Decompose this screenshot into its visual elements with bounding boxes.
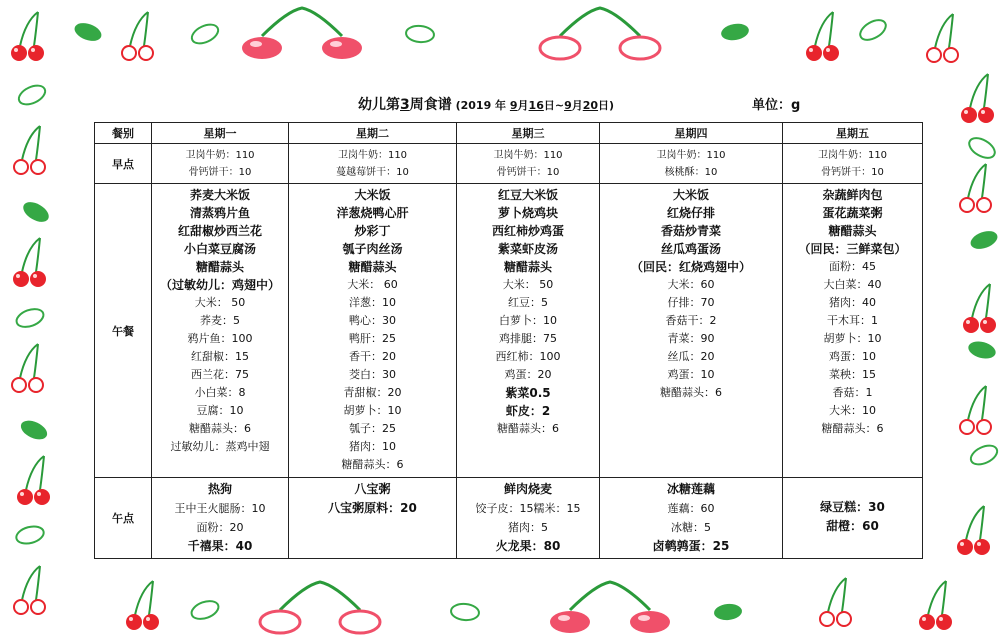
ingredient-item: 大米：60 xyxy=(667,278,715,291)
snack-item: 饺子皮：15糯米：15 xyxy=(475,502,581,515)
lunch-thursday xyxy=(600,184,783,478)
title-month-end-label: 月 xyxy=(571,99,583,112)
dish-name: 红烧仔排 xyxy=(666,206,715,220)
ingredient-item: 豆腐：10 xyxy=(196,404,244,417)
dish-name: 萝卜烧鸡块 xyxy=(497,206,558,220)
title-day-start: 16 xyxy=(528,99,544,112)
snack-label: 午点 xyxy=(95,478,152,559)
snack-item: 冰糖：5 xyxy=(671,521,711,534)
ingredient-item: 干木耳：1 xyxy=(827,314,878,327)
leaf-icon xyxy=(189,598,221,623)
dish-name: 荞麦大米饭 xyxy=(189,188,250,202)
menu-item: 卫岗牛奶：110 xyxy=(656,150,726,161)
ingredient-item: 虾皮：2 xyxy=(505,404,551,418)
menu-item: 骨钙饼干：10 xyxy=(496,167,560,178)
menu-item: 卫岗牛奶：110 xyxy=(493,150,563,161)
ingredient-item: 胡萝卜：10 xyxy=(823,332,882,345)
dish-name: 丝瓜鸡蛋汤 xyxy=(660,242,721,256)
breakfast-friday xyxy=(783,144,923,184)
breakfast-monday xyxy=(152,144,289,184)
cherry-icon xyxy=(806,12,839,61)
leaf-icon xyxy=(16,82,48,108)
dish-name: 紫菜虾皮汤 xyxy=(497,242,558,256)
ingredient-item: 茭白：30 xyxy=(349,368,396,381)
title-date-open: (2019 年 xyxy=(451,99,510,112)
leaf-icon xyxy=(72,20,104,45)
header-friday: 星期五 xyxy=(783,123,923,144)
ingredient-item: 西红柿：100 xyxy=(495,350,561,363)
menu-item: 卫岗牛奶：110 xyxy=(817,150,888,161)
ingredient-item: 鸭心：30 xyxy=(349,314,396,327)
dish-name: 糖醋蒜头 xyxy=(348,260,397,274)
dish-name: 糖醋蒜头 xyxy=(503,260,552,274)
lunch-list xyxy=(600,184,782,402)
snack-fruit: 火龙果：80 xyxy=(495,539,561,553)
ingredient-item: 大米： 60 xyxy=(347,278,398,291)
snack-friday xyxy=(783,478,923,559)
dish-name: 瓠子肉丝汤 xyxy=(342,242,403,256)
title-prefix: 幼儿第 xyxy=(358,97,400,113)
cherry-icon xyxy=(11,12,44,61)
ingredient-item: 白萝卜：10 xyxy=(499,314,557,327)
breakfast-thursday xyxy=(600,144,783,184)
ingredient-item: 鸡蛋：10 xyxy=(829,350,876,363)
dish-name: 大米饭 xyxy=(672,188,709,202)
ingredient-item: 菜秧：15 xyxy=(829,368,876,381)
ingredient-item: 大米： 50 xyxy=(502,278,554,291)
snack-item: 绿豆糕：30 xyxy=(820,500,885,514)
cherry-icon xyxy=(12,344,43,392)
ingredient-item: 糖醋蒜头：6 xyxy=(189,422,251,435)
dish-name: （回民：三鲜菜包） xyxy=(798,242,907,256)
cherry-icon xyxy=(961,74,994,123)
title-day-start-label: 日~ xyxy=(543,99,565,112)
menu-item: 蔓越莓饼干：10 xyxy=(336,167,409,178)
lunch-list xyxy=(783,184,922,438)
ingredient-item: 瓠子：25 xyxy=(349,422,396,435)
cherry-icon xyxy=(17,456,50,505)
cherry-icon xyxy=(820,578,851,626)
header-monday: 星期一 xyxy=(152,123,289,144)
snack-item: 王中王火腿肠：10 xyxy=(174,502,266,515)
title-suffix: 周食谱 xyxy=(409,97,452,113)
ingredient-item: 大米：10 xyxy=(829,404,876,417)
breakfast-row xyxy=(95,144,923,184)
leaf-icon xyxy=(405,25,434,43)
ingredient-item: 大米： 50 xyxy=(194,296,246,309)
lunch-friday xyxy=(783,184,923,478)
title-month-start-label: 月 xyxy=(517,99,529,112)
leaf-icon xyxy=(966,339,997,362)
ingredient-item: 红豆：5 xyxy=(508,296,548,309)
cherry-icon xyxy=(14,126,45,174)
title-week: 3 xyxy=(400,97,410,113)
leaf-icon xyxy=(14,524,45,547)
title-day-end: 20 xyxy=(582,99,599,112)
snack-fruit: 千禧果：40 xyxy=(187,539,253,553)
lunch-tuesday xyxy=(289,184,457,478)
ingredient-item: 鸡蛋：10 xyxy=(667,368,715,381)
header-tuesday: 星期二 xyxy=(289,123,457,144)
leaf-icon xyxy=(20,198,52,226)
cherry-icon xyxy=(242,8,362,59)
menu-item: 卫岗牛奶：110 xyxy=(185,150,255,161)
ingredient-item: 糖醋蒜头：6 xyxy=(821,422,884,435)
menu-item: 骨钙饼干：10 xyxy=(821,167,884,178)
snack-fruit: 卤鹌鹑蛋：25 xyxy=(652,539,730,553)
page-title xyxy=(358,94,614,114)
lunch-label: 午餐 xyxy=(95,184,152,478)
ingredient-item: 猪肉：10 xyxy=(349,440,396,453)
lunch-list xyxy=(289,184,456,474)
menu-item: 卫岗牛奶：110 xyxy=(337,150,408,161)
ingredient-item: 鸭肝：25 xyxy=(349,332,396,345)
dish-name: 杂蔬鲜肉包 xyxy=(822,188,883,202)
ingredient-item: 红甜椒：15 xyxy=(191,350,249,363)
ingredient-item: 面粉：45 xyxy=(829,260,876,273)
ingredient-item: 大白菜：40 xyxy=(823,278,882,291)
ingredient-item: 糖醋蒜头：6 xyxy=(341,458,404,471)
ingredient-item: 紫菜0.5 xyxy=(505,386,551,400)
cherry-icon xyxy=(550,582,670,633)
cherry-icon xyxy=(540,8,660,59)
snack-name: 鲜肉烧麦 xyxy=(503,482,552,496)
snack-wednesday xyxy=(457,478,600,559)
menu-item: 骨钙饼干：10 xyxy=(188,167,252,178)
snack-list xyxy=(457,478,599,556)
cherry-icon xyxy=(13,238,46,287)
ingredient-item: 糖醋蒜头：6 xyxy=(660,386,722,399)
cherry-icon xyxy=(927,14,958,62)
snack-name: 冰糖莲藕 xyxy=(666,482,715,496)
dish-name: 糖醋蒜头 xyxy=(195,260,244,274)
dish-name: 洋葱烧鸭心肝 xyxy=(336,206,409,220)
ingredient-item: 小白菜：8 xyxy=(194,386,246,399)
leaf-icon xyxy=(450,603,479,621)
leaf-icon xyxy=(713,603,742,621)
unit-label: 单位：g xyxy=(752,98,801,113)
snack-row xyxy=(95,478,923,559)
title-month-end: 9 xyxy=(564,99,572,112)
snack-item: 猪肉：5 xyxy=(508,521,548,534)
cherry-icon xyxy=(122,12,153,60)
breakfast-wednesday xyxy=(457,144,600,184)
snack-name: 热狗 xyxy=(207,482,232,496)
breakfast-label: 早点 xyxy=(95,144,152,184)
snack-monday xyxy=(152,478,289,559)
dish-name: 大米饭 xyxy=(354,188,391,202)
ingredient-item: 仔排：70 xyxy=(667,296,715,309)
ingredient-item: 丝瓜：20 xyxy=(667,350,715,363)
ingredient-item: 洋葱：10 xyxy=(349,296,396,309)
lunch-row xyxy=(95,184,923,478)
cherry-icon xyxy=(963,284,996,333)
leaf-icon xyxy=(968,442,1000,468)
lunch-wednesday xyxy=(457,184,600,478)
cherry-icon xyxy=(126,581,159,630)
title-row xyxy=(358,94,918,116)
lunch-list xyxy=(152,184,288,456)
ingredient-item: 胡萝卜：10 xyxy=(343,404,402,417)
dish-name: 小白菜豆腐汤 xyxy=(183,242,256,256)
dish-name: 清蒸鸦片鱼 xyxy=(189,206,250,220)
ingredient-item: 鸦片鱼：100 xyxy=(187,332,253,345)
dish-name: 西红柿炒鸡蛋 xyxy=(491,224,564,238)
leaf-icon xyxy=(966,134,998,162)
title-month-start: 9 xyxy=(509,99,518,112)
snack-list xyxy=(600,478,782,556)
ingredient-item: 猪肉：40 xyxy=(829,296,876,309)
ingredient-item: 香菇干：2 xyxy=(665,314,717,327)
dish-name: 糖醋蒜头 xyxy=(828,224,877,238)
leaf-icon xyxy=(720,22,750,43)
dish-name: 红豆大米饭 xyxy=(497,188,558,202)
snack-list xyxy=(289,478,456,518)
leaf-icon xyxy=(18,417,50,443)
header-row xyxy=(95,123,923,144)
weekly-menu-table xyxy=(94,122,923,559)
dish-name: 蛋花蔬菜粥 xyxy=(822,206,883,220)
ingredient-item: 香干：20 xyxy=(349,350,396,363)
leaf-icon xyxy=(968,228,1000,253)
cherry-icon xyxy=(919,581,952,630)
dish-name: （回民：红烧鸡翅中） xyxy=(630,260,751,274)
title-day-end-label: 日) xyxy=(598,99,615,112)
snack-list xyxy=(783,478,922,536)
cherry-icon xyxy=(960,164,991,212)
ingredient-item: 过敏幼儿：蒸鸡中翅 xyxy=(170,440,270,453)
breakfast-tuesday xyxy=(289,144,457,184)
cherry-icon xyxy=(260,582,380,633)
snack-item: 面粉：20 xyxy=(196,521,244,534)
cherry-icon xyxy=(14,566,45,614)
snack-list xyxy=(152,478,288,556)
dish-name: （过敏幼儿：鸡翅中） xyxy=(159,278,280,292)
snack-thursday xyxy=(600,478,783,559)
leaf-icon xyxy=(14,306,46,331)
header-meal-type: 餐别 xyxy=(95,123,152,144)
leaf-icon xyxy=(189,21,221,47)
dish-name: 香菇炒青菜 xyxy=(660,224,721,238)
header-thursday: 星期四 xyxy=(600,123,783,144)
ingredient-item: 鸡排腿：75 xyxy=(499,332,557,345)
dish-name: 炒彩丁 xyxy=(354,224,391,238)
leaf-icon xyxy=(857,16,889,44)
header-wednesday: 星期三 xyxy=(457,123,600,144)
cherry-icon xyxy=(960,386,991,434)
cherry-icon xyxy=(957,506,990,555)
ingredient-item: 糖醋蒜头：6 xyxy=(497,422,559,435)
lunch-monday xyxy=(152,184,289,478)
snack-tuesday xyxy=(289,478,457,559)
snack-item: 甜橙：60 xyxy=(826,519,879,533)
menu-item: 核桃酥：10 xyxy=(664,167,718,178)
ingredient-item: 香菇：1 xyxy=(832,386,873,399)
ingredient-item: 青菜：90 xyxy=(667,332,715,345)
snack-item: 八宝粥原料：20 xyxy=(328,501,417,515)
ingredient-item: 西兰花：75 xyxy=(191,368,249,381)
snack-name: 八宝粥 xyxy=(354,482,391,496)
dish-name: 红甜椒炒西兰花 xyxy=(177,224,262,238)
lunch-list xyxy=(457,184,599,438)
snack-item: 莲藕：60 xyxy=(667,502,715,515)
ingredient-item: 青甜椒：20 xyxy=(343,386,402,399)
ingredient-item: 鸡蛋：20 xyxy=(504,368,552,381)
ingredient-item: 荞麦：5 xyxy=(200,314,240,327)
